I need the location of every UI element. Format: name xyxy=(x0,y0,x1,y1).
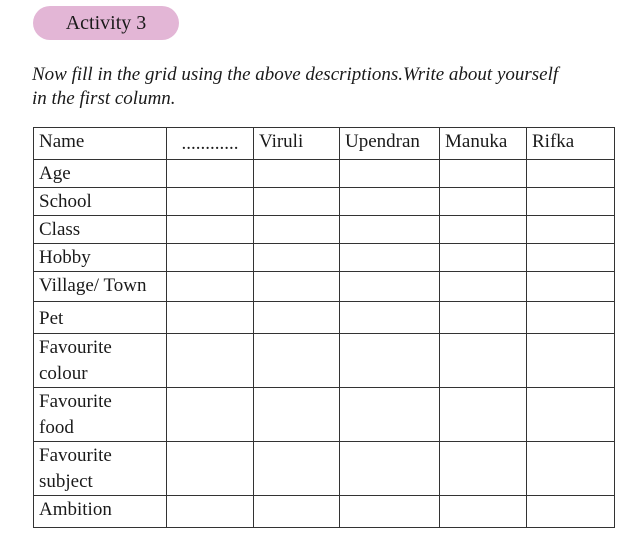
row-label-line: Favourite xyxy=(39,337,112,358)
grid-cell[interactable] xyxy=(527,388,615,442)
grid-cell[interactable] xyxy=(254,388,340,442)
instruction-line-1: Now fill in the grid using the above descriptions.Write about yourself xyxy=(32,64,559,85)
grid-cell[interactable] xyxy=(167,244,254,272)
grid-cell[interactable] xyxy=(440,216,527,244)
grid-cell[interactable] xyxy=(254,272,340,302)
grid-cell[interactable] xyxy=(440,442,527,496)
instruction-line-2: in the first column. xyxy=(32,88,176,109)
grid-cell[interactable] xyxy=(527,244,615,272)
grid-cell[interactable] xyxy=(167,388,254,442)
grid-cell[interactable] xyxy=(340,302,440,334)
grid-cell[interactable] xyxy=(254,188,340,216)
grid-cell[interactable] xyxy=(167,496,254,528)
grid-cell[interactable] xyxy=(167,272,254,302)
header-manuka-cell: Manuka xyxy=(440,128,527,160)
row-label-class: Class xyxy=(34,216,167,244)
grid-cell[interactable] xyxy=(167,302,254,334)
grid-cell[interactable] xyxy=(167,160,254,188)
row-label-line: subject xyxy=(39,471,93,492)
grid-cell[interactable] xyxy=(254,334,340,388)
row-favourite-subject xyxy=(34,442,615,496)
grid-cell[interactable] xyxy=(440,188,527,216)
grid-cell[interactable] xyxy=(167,188,254,216)
row-label-favourite-food xyxy=(34,388,167,442)
row-label-line: Favourite xyxy=(39,445,112,466)
grid-cell[interactable] xyxy=(440,334,527,388)
grid-cell[interactable] xyxy=(340,188,440,216)
header-row xyxy=(34,128,615,160)
grid-cell[interactable] xyxy=(527,272,615,302)
grid-cell[interactable] xyxy=(167,216,254,244)
row-label-ambition: Ambition xyxy=(34,496,167,528)
grid-cell[interactable] xyxy=(527,496,615,528)
row-village-town xyxy=(34,272,615,302)
row-label-line: Favourite xyxy=(39,391,112,412)
row-label-school: School xyxy=(34,188,167,216)
row-label-favourite-subject xyxy=(34,442,167,496)
row-age xyxy=(34,160,615,188)
grid-cell[interactable] xyxy=(340,160,440,188)
row-label-age: Age xyxy=(34,160,167,188)
grid-cell[interactable] xyxy=(440,388,527,442)
header-rifka-cell: Rifka xyxy=(527,128,615,160)
grid-cell[interactable] xyxy=(340,272,440,302)
header-yourself-cell[interactable]: ............ xyxy=(167,128,254,160)
header-upendran-cell: Upendran xyxy=(340,128,440,160)
grid-cell[interactable] xyxy=(527,216,615,244)
instruction-text xyxy=(32,63,628,111)
grid-cell[interactable] xyxy=(527,188,615,216)
row-label-pet: Pet xyxy=(34,302,167,334)
grid-cell[interactable] xyxy=(254,160,340,188)
grid-cell[interactable] xyxy=(440,496,527,528)
row-label-favourite-colour xyxy=(34,334,167,388)
header-name-cell: Name xyxy=(34,128,167,160)
row-label-line: food xyxy=(39,417,74,438)
row-label-line: colour xyxy=(39,363,88,384)
grid-cell[interactable] xyxy=(254,442,340,496)
row-school xyxy=(34,188,615,216)
row-favourite-food xyxy=(34,388,615,442)
activity-title: Activity 3 xyxy=(65,11,147,34)
row-hobby xyxy=(34,244,615,272)
grid-cell[interactable] xyxy=(340,388,440,442)
row-label-village-town: Village/ Town xyxy=(34,272,167,302)
grid-cell[interactable] xyxy=(254,216,340,244)
grid-cell[interactable] xyxy=(340,334,440,388)
grid-cell[interactable] xyxy=(340,244,440,272)
grid-cell[interactable] xyxy=(440,160,527,188)
grid-cell[interactable] xyxy=(440,272,527,302)
grid-cell[interactable] xyxy=(254,496,340,528)
row-pet xyxy=(34,302,615,334)
row-ambition xyxy=(34,496,615,528)
activity-badge xyxy=(33,6,179,40)
header-viruli-cell: Viruli xyxy=(254,128,340,160)
grid-cell[interactable] xyxy=(254,302,340,334)
row-label-hobby: Hobby xyxy=(34,244,167,272)
grid-cell[interactable] xyxy=(340,496,440,528)
grid-cell[interactable] xyxy=(340,442,440,496)
fill-in-grid xyxy=(33,127,615,528)
grid-cell[interactable] xyxy=(340,216,440,244)
grid-cell[interactable] xyxy=(167,334,254,388)
grid-cell[interactable] xyxy=(440,244,527,272)
grid-cell[interactable] xyxy=(167,442,254,496)
grid-cell[interactable] xyxy=(527,334,615,388)
grid-cell[interactable] xyxy=(527,442,615,496)
grid-cell[interactable] xyxy=(527,160,615,188)
grid-cell[interactable] xyxy=(527,302,615,334)
grid-cell[interactable] xyxy=(254,244,340,272)
row-favourite-colour xyxy=(34,334,615,388)
row-class xyxy=(34,216,615,244)
grid-cell[interactable] xyxy=(440,302,527,334)
